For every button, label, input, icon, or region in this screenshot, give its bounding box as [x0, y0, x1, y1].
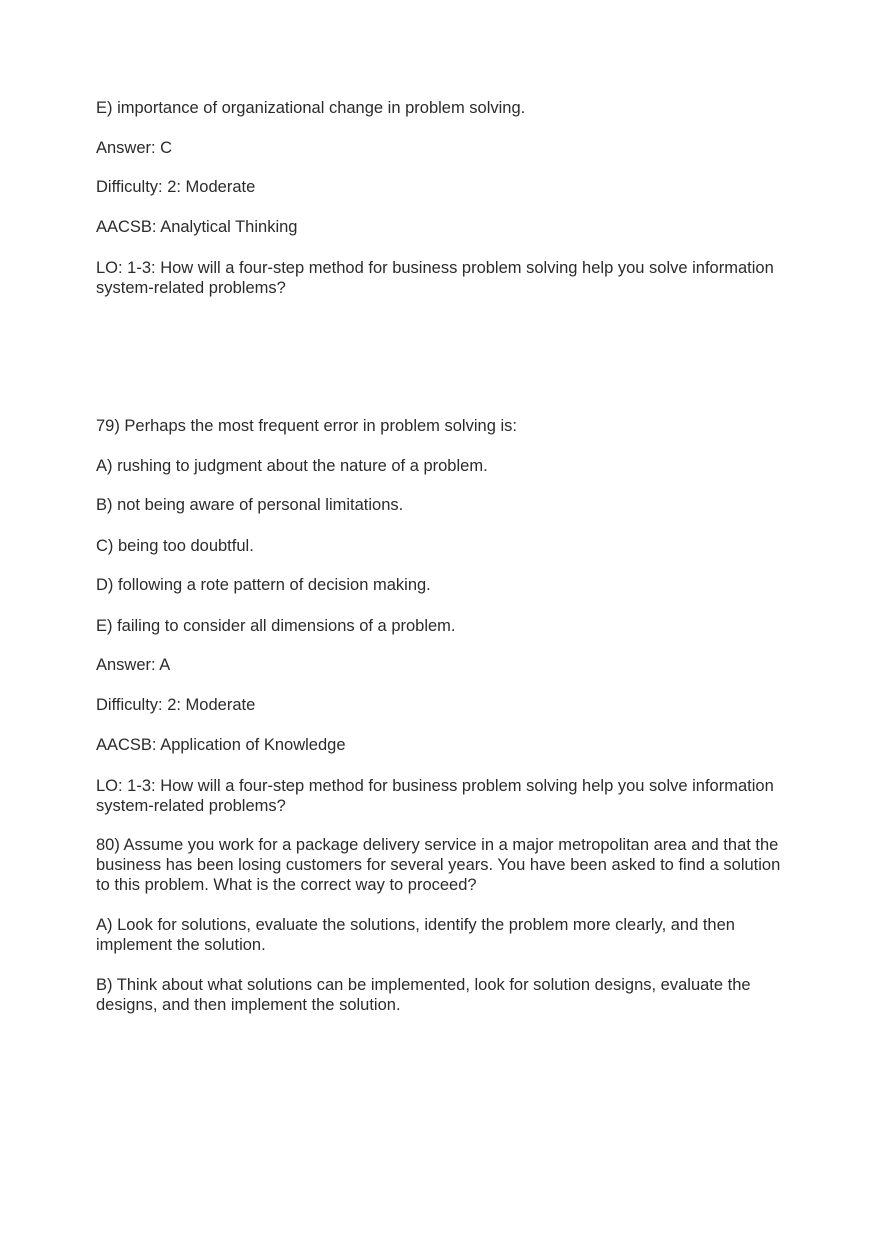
question-79-difficulty: Difficulty: 2: Moderate: [96, 696, 256, 714]
question-80-stem: 80) Assume you work for a package delivery service in a major metropolitan area and that the business has been losing customers for several years. You have been asked to find a solution to this problem. What is the correct way to proceed?: [96, 836, 781, 894]
question-79-answer: Answer: A: [96, 656, 171, 674]
prev-answer: Answer: C: [96, 139, 173, 157]
prev-difficulty: Difficulty: 2: Moderate: [96, 178, 256, 196]
question-79-option-b: B) not being aware of personal limitations.: [96, 496, 404, 514]
question-79-option-a: A) rushing to judgment about the nature of a problem.: [96, 457, 488, 475]
question-79-learning-objective: LO: 1-3: How will a four-step method for business problem solving help you solve information system-related problems?: [96, 777, 774, 815]
question-79-option-c: C) being too doubtful.: [96, 537, 254, 555]
question-79-option-d: D) following a rote pattern of decision making.: [96, 576, 431, 594]
question-79-aacsb: AACSB: Application of Knowledge: [96, 736, 346, 754]
question-80-option-b: B) Think about what solutions can be implemented, look for solution designs, evaluate the designs, and then implement the solution.: [96, 976, 751, 1014]
question-79-option-e: E) failing to consider all dimensions of a problem.: [96, 617, 456, 635]
prev-aacsb: AACSB: Analytical Thinking: [96, 218, 298, 236]
prev-learning-objective: LO: 1-3: How will a four-step method for business problem solving help you solve information system-related problems?: [96, 259, 774, 297]
question-79-stem: 79) Perhaps the most frequent error in problem solving is:: [96, 417, 517, 435]
prev-option-e: E) importance of organizational change in problem solving.: [96, 99, 526, 117]
question-80-option-a: A) Look for solutions, evaluate the solutions, identify the problem more clearly, and then implement the solution.: [96, 916, 735, 954]
